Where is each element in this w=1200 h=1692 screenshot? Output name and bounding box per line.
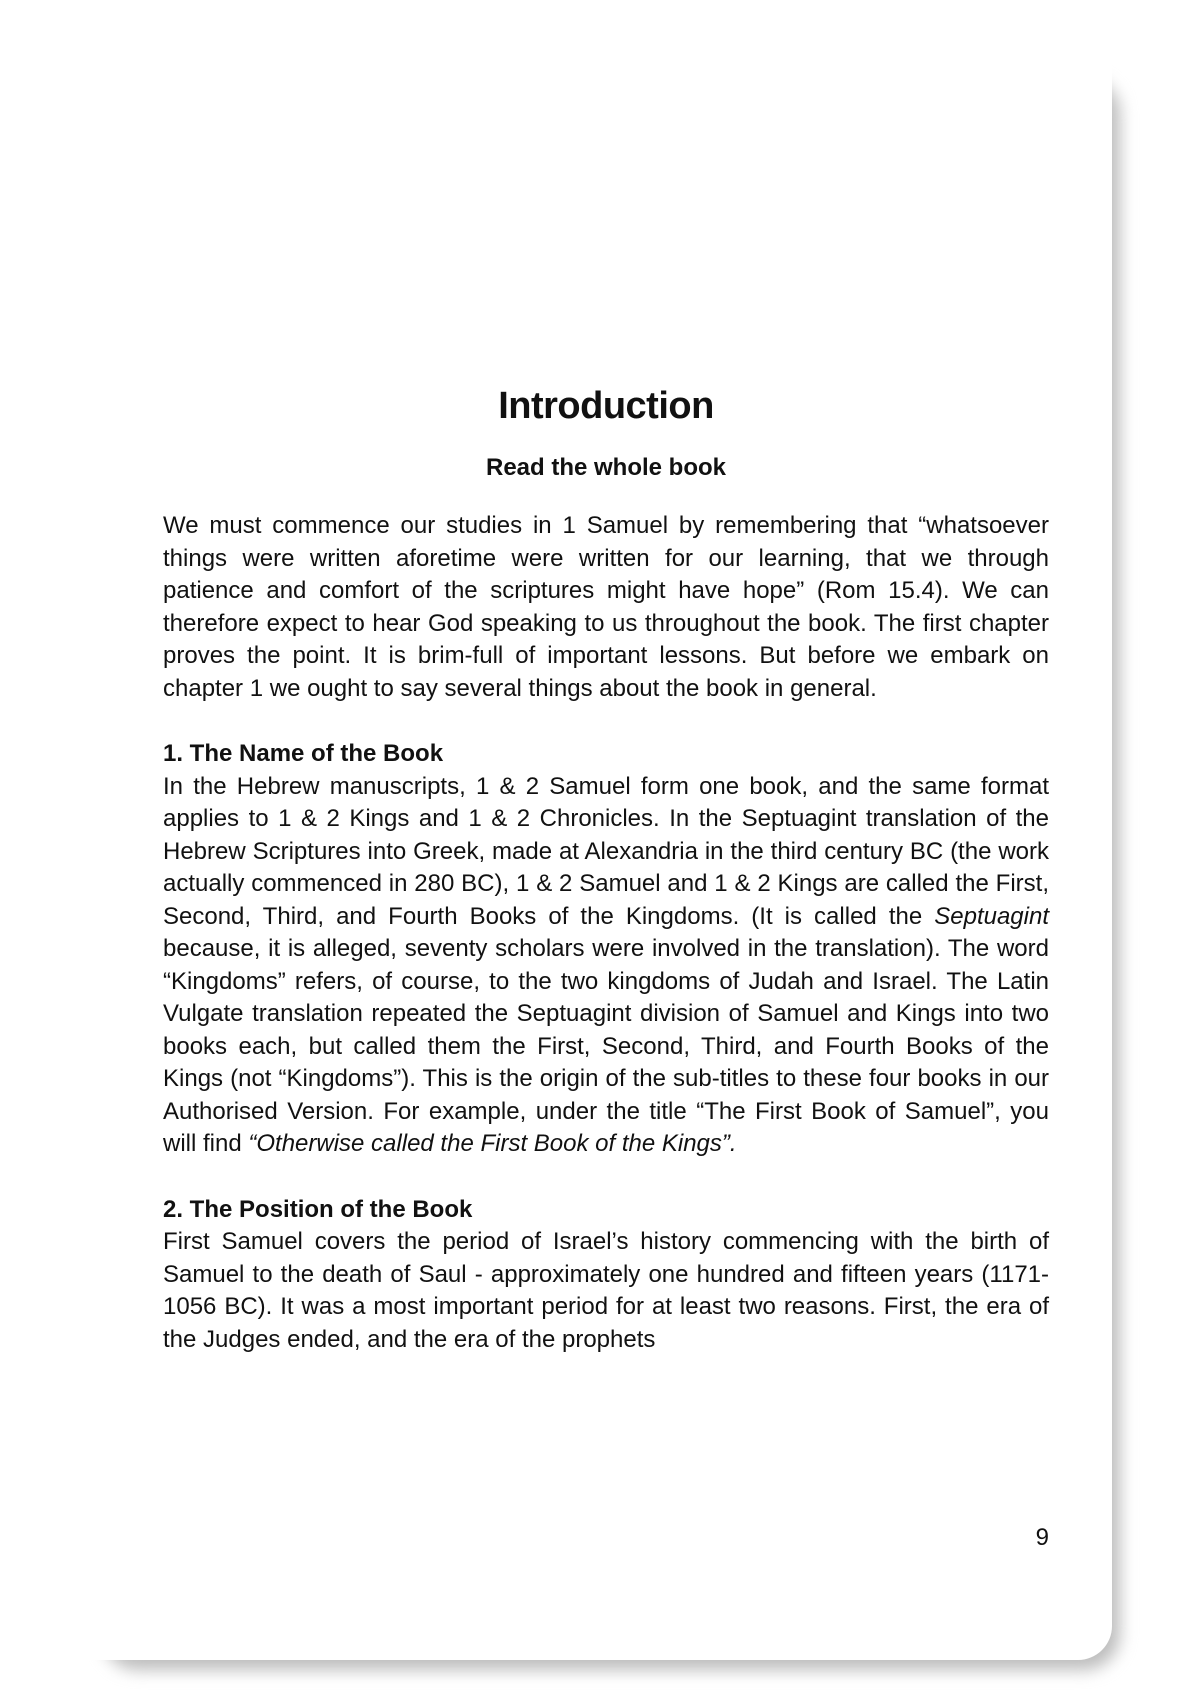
septuagint-italic: Septuagint: [934, 902, 1049, 930]
page-title: Introduction: [498, 385, 714, 427]
intro-paragraph: We must commence our studies in 1 Samuel by remembering that “whatsoever things were written aforetime were written for our learning, that we through patience and comfort of the scriptures might have hope” (Rom 15.4). We can therefore expect to hear God speaking to us throughout the book. The first chapter proves the point. It is brim-full of important lessons. But before we embark on chapter 1 we ought to say several things about the book in general.: [163, 512, 1049, 702]
section-heading-position: 2. The Position of the Book: [163, 1195, 473, 1223]
section1-text-b: because, it is alleged, seventy scholars were involved in the translation). The word “Kingdoms” refers, of course, to the two kingdoms of Judah and Israel. The Latin Vulgate translation repeated the Septuagint division of Samuel and Kings into two books each, but called them the First, Second, Third, and Fourth Books of the Kings (not “Kingdoms”). This is the origin of the sub-titles to these four books in our Authorised Version. For example, under the title “The First Book of Samuel”, you will find: [163, 935, 1049, 1157]
section-body-name: [163, 771, 1049, 1161]
page-subtitle: Read the whole book: [485, 454, 727, 481]
section1-text-a: In the Hebrew manuscripts, 1 & 2 Samuel form one book, and the same format applies to 1 & 2 Kings and 1 & 2 Chronicles. In the Septuagint translation of the Hebrew Scriptures into Greek, made at Alexandria in the third century BC (the work actually commenced in 280 BC), 1 & 2 Samuel and 1 & 2 Kings are called the First, Second, Third, and Fourth Books of the Kingdoms. (It is called the: [163, 772, 1049, 930]
otherwise-called-italic: “Otherwise called the First Book of the Kings”.: [248, 1130, 737, 1157]
section-body-position: First Samuel covers the period of Israel’s history commencing with the birth of Samuel to the death of Saul - approximately one hundred and fifteen years (1171-1056 BC). It was a most important period for at least two reasons. First, the era of the Judges ended, and the era of the prophets: [163, 1228, 1049, 1353]
section-heading-name: 1. The Name of the Book: [163, 740, 444, 767]
page-number: 9: [1035, 1524, 1049, 1551]
page-content: [163, 382, 1049, 1356]
